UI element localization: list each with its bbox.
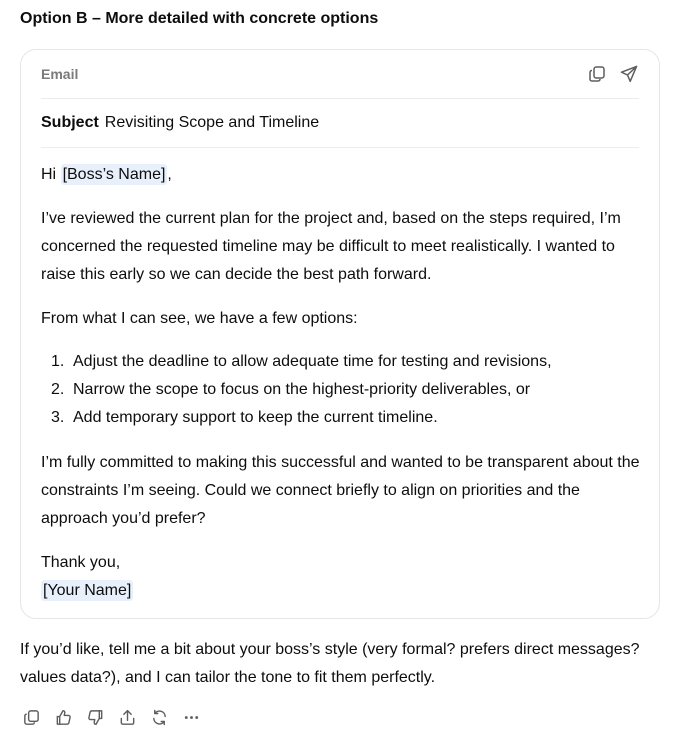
more-icon[interactable] <box>180 706 202 728</box>
regenerate-icon[interactable] <box>148 706 170 728</box>
subject-row <box>41 114 319 132</box>
list-number: 3. <box>51 409 65 426</box>
list-item <box>41 376 641 404</box>
followup-message: If you’d like, tell me a bit about your boss’s style (very formal? prefers direct messages? values data?), and I can tailor the tone to fit them perfectly. <box>20 641 640 686</box>
list-item-text: Narrow the scope to focus on the highest-priority deliverables, or <box>73 381 531 398</box>
header-divider <box>41 98 639 99</box>
copy-icon[interactable] <box>587 64 609 86</box>
subject-label: Subject <box>41 114 99 131</box>
list-item-text: Add temporary support to keep the current timeline. <box>73 409 438 426</box>
list-item-text: Adjust the deadline to allow adequate time for testing and revisions, <box>73 353 552 370</box>
greeting-prefix: Hi <box>41 166 61 183</box>
send-icon[interactable] <box>619 64 641 86</box>
email-paragraph-1: I’ve reviewed the current plan for the project and, based on the steps required, I’m concerned the requested timeline may be difficult to meet realistically. I wanted to raise this early so we can decide the best path forward. <box>41 210 621 283</box>
message-actions <box>20 705 202 729</box>
email-card-header <box>41 64 639 86</box>
option-heading: Option B – More detailed with concrete options <box>20 10 379 27</box>
your-name-placeholder: [Your Name] <box>43 582 132 599</box>
email-paragraph-3: I’m fully committed to making this successful and wanted to be transparent about the constraints I’m seeing. Could we connect briefly to align on priorities and the approach you’d prefer? <box>41 454 640 527</box>
subject-divider <box>41 147 639 148</box>
list-item <box>41 404 641 432</box>
email-card <box>20 49 660 619</box>
email-greeting <box>41 161 641 189</box>
greeting-suffix: , <box>167 166 172 183</box>
thumbs-down-icon[interactable] <box>84 706 106 728</box>
email-card-label: Email <box>41 66 79 82</box>
email-signoff: Thank you, <box>41 554 121 571</box>
boss-name-placeholder: [Boss’s Name] <box>62 166 166 183</box>
subject-value: Revisiting Scope and Timeline <box>104 114 320 131</box>
email-signature <box>41 577 641 605</box>
list-number: 1. <box>51 353 65 370</box>
share-icon[interactable] <box>116 706 138 728</box>
email-paragraph-2: From what I can see, we have a few options: <box>41 310 358 327</box>
list-item <box>41 348 641 376</box>
copy-icon[interactable] <box>20 706 42 728</box>
options-list <box>41 348 641 432</box>
thumbs-up-icon[interactable] <box>52 706 74 728</box>
list-number: 2. <box>51 381 65 398</box>
